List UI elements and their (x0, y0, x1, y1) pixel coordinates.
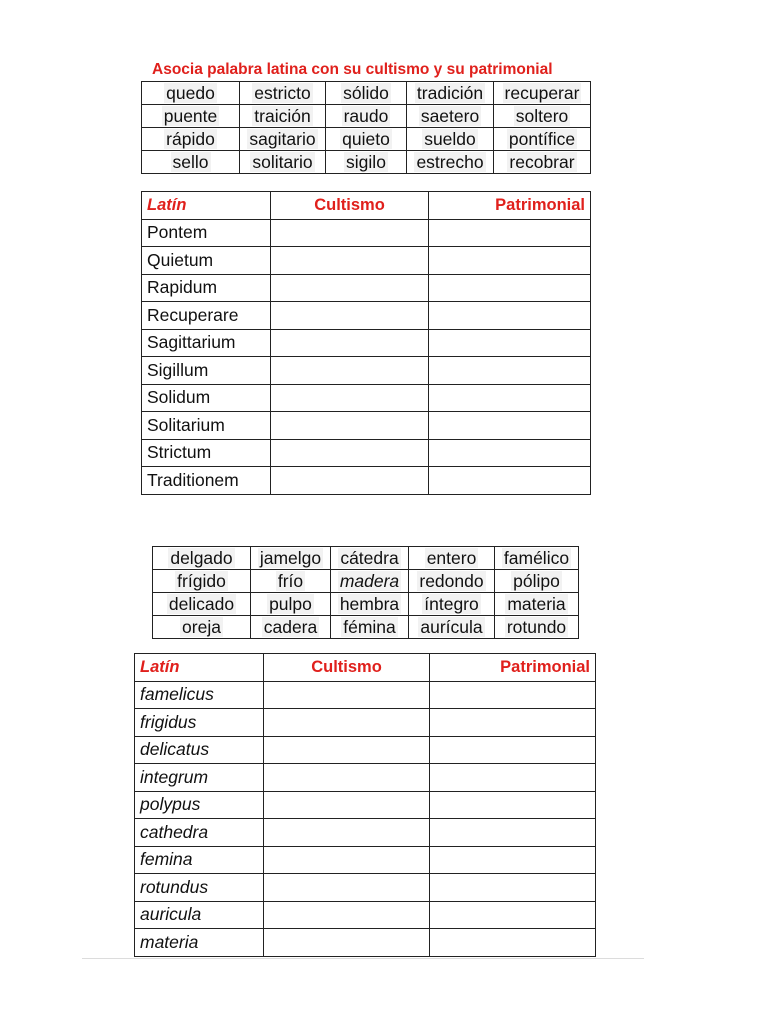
latin-word-cell: rotundus (135, 874, 264, 902)
word-bank-cell (240, 151, 326, 174)
word-bank-word: sólido (343, 83, 389, 103)
word-bank-word: recuperar (504, 83, 580, 103)
word-bank-word: solitario (252, 152, 313, 172)
patrimonial-answer-cell[interactable] (429, 274, 591, 302)
word-bank-cell (153, 593, 251, 616)
table-row (142, 302, 591, 330)
word-bank-word: sigilo (346, 152, 386, 172)
word-bank-word: sagitario (249, 129, 316, 149)
word-bank-word: quieto (342, 129, 390, 149)
word-bank-word: estricto (254, 83, 311, 103)
word-bank-cell (494, 128, 591, 151)
latin-word-cell: cathedra (135, 819, 264, 847)
word-bank-cell (495, 593, 579, 616)
header-patrimonial: Patrimonial (429, 192, 591, 220)
patrimonial-answer-cell[interactable] (430, 846, 596, 874)
word-bank-cell (153, 616, 251, 639)
word-bank-cell (407, 128, 494, 151)
patrimonial-answer-cell[interactable] (429, 357, 591, 385)
header-cultismo: Cultismo (264, 654, 430, 682)
word-bank-word: sueldo (424, 129, 476, 149)
word-bank-word: frígido (177, 571, 226, 591)
word-bank-word: pólipo (513, 571, 560, 591)
word-bank-row (153, 593, 579, 616)
table-row (135, 929, 596, 957)
table-row (142, 274, 591, 302)
table-row (135, 791, 596, 819)
word-bank-word: delicado (168, 594, 235, 614)
cultismo-answer-cell[interactable] (271, 329, 429, 357)
latin-word-cell: Rapidum (142, 274, 271, 302)
latin-word-cell: Quietum (142, 247, 271, 275)
word-bank-cell (495, 547, 579, 570)
word-bank-word: entero (426, 548, 477, 568)
word-bank-cell (494, 82, 591, 105)
word-bank-cell (142, 82, 240, 105)
word-bank-cell (326, 105, 407, 128)
word-bank-row (142, 105, 591, 128)
word-bank-cell (331, 570, 409, 593)
patrimonial-answer-cell[interactable] (430, 791, 596, 819)
table-row (142, 467, 591, 495)
word-bank-cell (240, 105, 326, 128)
word-bank-row (153, 547, 579, 570)
header-latin: Latín (135, 654, 264, 682)
latin-word-cell: polypus (135, 791, 264, 819)
word-bank-word: delgado (170, 548, 233, 568)
cultismo-answer-cell[interactable] (264, 791, 430, 819)
patrimonial-answer-cell[interactable] (429, 412, 591, 440)
cultismo-answer-cell[interactable] (271, 302, 429, 330)
cultismo-answer-cell[interactable] (264, 846, 430, 874)
word-bank-cell (240, 82, 326, 105)
patrimonial-answer-cell[interactable] (430, 819, 596, 847)
table-row (135, 681, 596, 709)
word-bank-word: tradición (416, 83, 484, 103)
word-bank-word: cadera (263, 617, 318, 637)
word-bank-cell (142, 151, 240, 174)
latin-word-cell: materia (135, 929, 264, 957)
table-row (142, 439, 591, 467)
word-bank-cell (331, 547, 409, 570)
word-bank-word: frío (277, 571, 304, 591)
cultismo-answer-cell[interactable] (271, 357, 429, 385)
word-bank-word: traición (254, 106, 311, 126)
word-bank-cell (409, 593, 495, 616)
word-bank-word: hembra (339, 594, 400, 614)
word-bank-word: pontífice (508, 129, 576, 149)
word-bank-cell (331, 616, 409, 639)
cultismo-answer-cell[interactable] (271, 274, 429, 302)
word-bank-cell (153, 547, 251, 570)
word-bank-word: famélico (503, 548, 570, 568)
word-bank-row (142, 82, 591, 105)
latin-word-cell: famelicus (135, 681, 264, 709)
word-bank-word: jamelgo (259, 548, 322, 568)
word-bank-2 (152, 546, 579, 639)
patrimonial-answer-cell[interactable] (429, 302, 591, 330)
cultismo-answer-cell[interactable] (264, 901, 430, 929)
table-row (142, 219, 591, 247)
word-bank-word: sello (172, 152, 209, 172)
word-bank-word: madera (339, 571, 400, 591)
word-bank-row (153, 570, 579, 593)
word-bank-row (142, 151, 591, 174)
table-row (142, 247, 591, 275)
cultismo-answer-cell[interactable] (264, 874, 430, 902)
header-cultismo: Cultismo (271, 192, 429, 220)
table-row (135, 764, 596, 792)
cultismo-answer-cell[interactable] (264, 681, 430, 709)
cultismo-answer-cell[interactable] (271, 384, 429, 412)
latin-word-cell: Sagittarium (142, 329, 271, 357)
latin-word-cell: Solitarium (142, 412, 271, 440)
word-bank-cell (326, 151, 407, 174)
word-bank-cell (407, 151, 494, 174)
table-row (135, 709, 596, 737)
answer-table-2 (134, 653, 596, 957)
word-bank-cell (331, 593, 409, 616)
word-bank-cell (251, 593, 331, 616)
word-bank-cell (153, 570, 251, 593)
word-bank-row (142, 128, 591, 151)
latin-word-cell: Solidum (142, 384, 271, 412)
word-bank-cell (495, 616, 579, 639)
patrimonial-answer-cell[interactable] (429, 247, 591, 275)
latin-word-cell: Pontem (142, 219, 271, 247)
latin-word-cell: femina (135, 846, 264, 874)
latin-word-cell: frigidus (135, 709, 264, 737)
latin-word-cell: auricula (135, 901, 264, 929)
word-bank-word: rápido (166, 129, 215, 149)
word-bank-cell (409, 547, 495, 570)
latin-word-cell: Traditionem (142, 467, 271, 495)
word-bank-cell (494, 151, 591, 174)
patrimonial-answer-cell[interactable] (430, 901, 596, 929)
patrimonial-answer-cell[interactable] (430, 709, 596, 737)
header-patrimonial: Patrimonial (430, 654, 596, 682)
patrimonial-answer-cell[interactable] (429, 439, 591, 467)
latin-word-cell: delicatus (135, 736, 264, 764)
word-bank-cell (142, 128, 240, 151)
word-bank-cell (407, 105, 494, 128)
cultismo-answer-cell[interactable] (271, 439, 429, 467)
word-bank-word: recobrar (509, 152, 575, 172)
word-bank-word: oreja (182, 617, 221, 637)
cultismo-answer-cell[interactable] (264, 709, 430, 737)
word-bank-word: pulpo (269, 594, 312, 614)
word-bank-word: raudo (343, 106, 389, 126)
cultismo-answer-cell[interactable] (271, 467, 429, 495)
word-bank-word: estrecho (416, 152, 484, 172)
patrimonial-answer-cell[interactable] (430, 681, 596, 709)
word-bank-cell (494, 105, 591, 128)
table-row (135, 819, 596, 847)
word-bank-1 (141, 81, 591, 174)
word-bank-word: soltero (515, 106, 569, 126)
cultismo-answer-cell[interactable] (264, 736, 430, 764)
exercise-title: Asocia palabra latina con su cultismo y su patrimonial (152, 61, 553, 78)
cultismo-answer-cell[interactable] (271, 412, 429, 440)
word-bank-cell (409, 570, 495, 593)
word-bank-word: materia (507, 594, 566, 614)
cultismo-answer-cell[interactable] (264, 929, 430, 957)
patrimonial-answer-cell[interactable] (429, 329, 591, 357)
table-row (142, 384, 591, 412)
word-bank-cell (251, 570, 331, 593)
word-bank-cell (495, 570, 579, 593)
word-bank-word: redondo (419, 571, 484, 591)
word-bank-row (153, 616, 579, 639)
word-bank-cell (251, 616, 331, 639)
word-bank-word: fémina (343, 617, 396, 637)
word-bank-cell (326, 128, 407, 151)
word-bank-word: aurícula (420, 617, 483, 637)
patrimonial-answer-cell[interactable] (429, 219, 591, 247)
table-row (142, 357, 591, 385)
word-bank-word: íntegro (424, 594, 479, 614)
word-bank-cell (326, 82, 407, 105)
table-row (135, 846, 596, 874)
table-row (142, 412, 591, 440)
latin-word-cell: Recuperare (142, 302, 271, 330)
latin-word-cell: Strictum (142, 439, 271, 467)
table-row (142, 329, 591, 357)
divider (82, 958, 644, 959)
word-bank-word: quedo (166, 83, 215, 103)
patrimonial-answer-cell[interactable] (430, 874, 596, 902)
word-bank-cell (407, 82, 494, 105)
word-bank-word: puente (163, 106, 218, 126)
table-row (135, 874, 596, 902)
patrimonial-answer-cell[interactable] (430, 929, 596, 957)
patrimonial-answer-cell[interactable] (430, 764, 596, 792)
word-bank-cell (251, 547, 331, 570)
cultismo-answer-cell[interactable] (271, 219, 429, 247)
word-bank-word: cátedra (340, 548, 399, 568)
patrimonial-answer-cell[interactable] (429, 384, 591, 412)
cultismo-answer-cell[interactable] (271, 247, 429, 275)
answer-table-1 (141, 191, 591, 495)
word-bank-word: rotundo (506, 617, 567, 637)
cultismo-answer-cell[interactable] (264, 819, 430, 847)
header-latin: Latín (142, 192, 271, 220)
table-row (135, 901, 596, 929)
table-row (135, 736, 596, 764)
word-bank-word: saetero (420, 106, 480, 126)
cultismo-answer-cell[interactable] (264, 764, 430, 792)
patrimonial-answer-cell[interactable] (430, 736, 596, 764)
word-bank-cell (142, 105, 240, 128)
word-bank-cell (240, 128, 326, 151)
latin-word-cell: Sigillum (142, 357, 271, 385)
patrimonial-answer-cell[interactable] (429, 467, 591, 495)
word-bank-cell (409, 616, 495, 639)
latin-word-cell: integrum (135, 764, 264, 792)
